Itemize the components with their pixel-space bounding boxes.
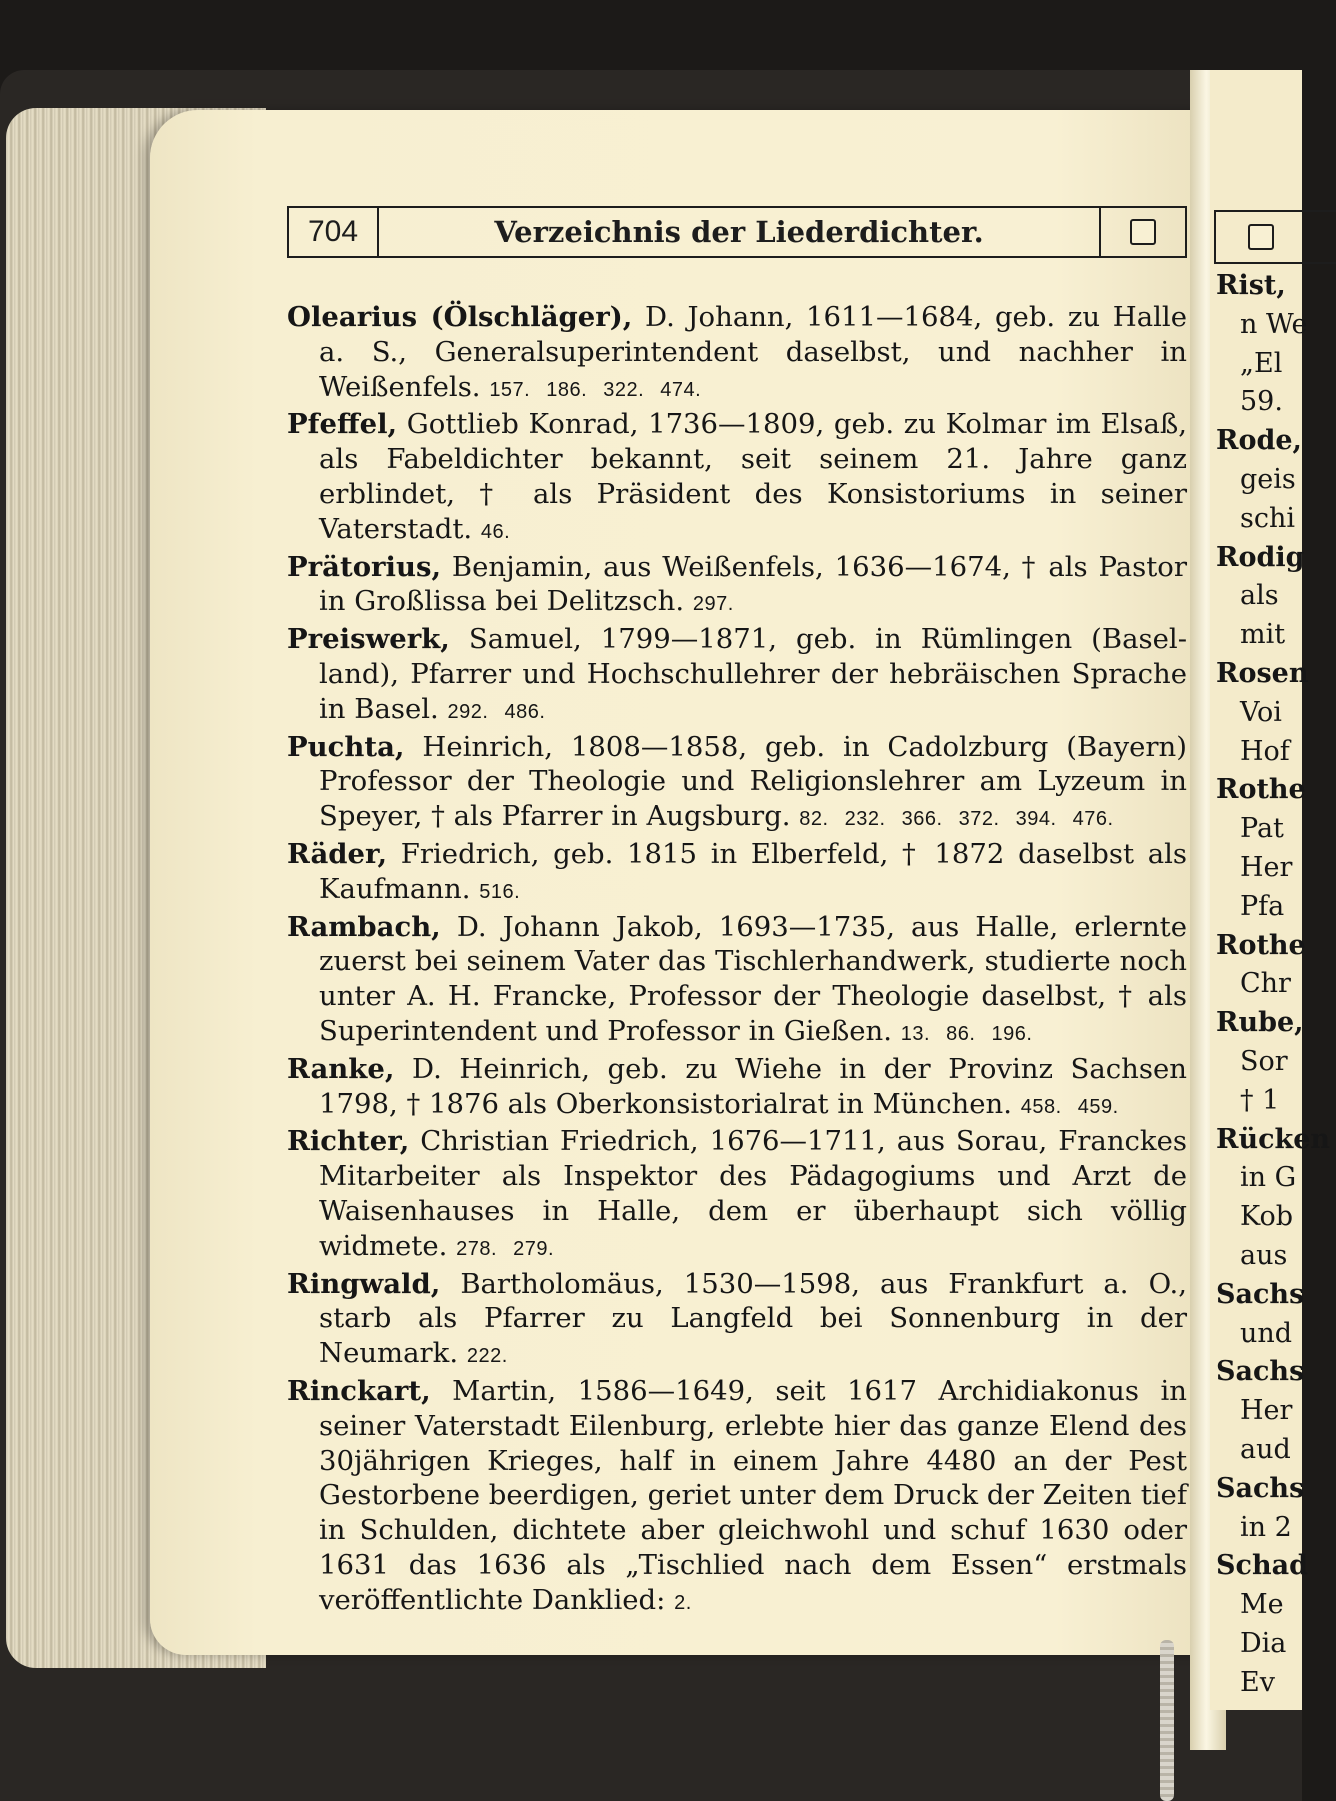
next-page-fragment: Rodig (1216, 541, 1305, 573)
entry-numbers: 13. 86. 196. (900, 1022, 1033, 1045)
next-page-fragment: Sachs (1216, 1472, 1305, 1504)
next-page-fragment: geis (1240, 464, 1296, 495)
entry-numbers: 46. (480, 520, 511, 543)
entry-numbers: 516. (479, 880, 521, 903)
entry-text: Gottlieb Konrad, 1736—1809, geb. zu Kolmar im Elsaß, als Fabeldichter bekannt, seit seinem 21. Jahre ganz erblindet, † als Präsident des Konsistoriums in seiner Vaterstadt. (319, 408, 1187, 545)
next-page-fragment: Hof (1240, 735, 1290, 767)
entry-text: D. Johann Jakob, 1693—1735, aus Halle, erlernte zuerst bei seinem Vater das Tischlerhandwerk, studierte noch unter A. H. Francke, Professor der Theologie daselbst, † als Superintendent und Professor in Gießen. (319, 910, 1187, 1047)
entry (287, 1374, 1187, 1621)
entry-name: Prätorius, (287, 550, 442, 583)
entry-numbers: 157. 186. 322. 474. (489, 378, 702, 401)
next-page-fragment: Rosen (1216, 658, 1309, 689)
entry (287, 837, 1187, 910)
entry (287, 1124, 1187, 1266)
entry-text: Christian Friedrich, 1676—1711, aus Sorau, Franckes Mitarbeiter als Inspektor des Pädagogiums und Arzt de Waisenhauses in Halle, dem er überhaupt sich völlig widmete. (319, 1125, 1187, 1262)
next-page-fragment: † 1 (1240, 1084, 1280, 1116)
entry (287, 730, 1187, 837)
next-page-fragment: n We (1240, 308, 1308, 340)
entry-text: Heinrich, 1808—1858, geb. in Cadolzburg (Bayern) Professor der Theologie und Religionslehrer am Lyzeum in Speyer, † als Pfarrer in Augsburg. (319, 730, 1187, 833)
entry-name: Pfeffel, (287, 408, 398, 441)
entry-numbers: 458. 459. (1020, 1095, 1119, 1118)
entry-text: Friedrich, geb. 1815 in Elberfeld, † 1872 daselbst als Kaufmann. (319, 837, 1187, 905)
next-page-fragment: Her (1240, 1395, 1293, 1427)
header-square-icon (1248, 224, 1274, 250)
next-page-fragment: Pat (1240, 813, 1284, 845)
next-page-fragment: Rücken (1216, 1123, 1331, 1155)
next-page-fragment: Chr (1240, 968, 1291, 1000)
entry (287, 300, 1187, 407)
entry-name: Puchta, (287, 730, 405, 763)
entry (287, 622, 1187, 729)
next-page-fragment: Kob (1240, 1201, 1293, 1233)
next-page (1210, 70, 1331, 1710)
entry-numbers: 292. 486. (447, 700, 546, 723)
next-page-fragment: „El (1240, 347, 1283, 379)
next-page-fragment: Her (1240, 852, 1293, 883)
entry-text: Martin, 1586—1649, seit 1617 Archidiakonus in seiner Vaterstadt Eilenburg, erlebte hier das ganze Elend des 30jährigen Krieges, half in einem Jahre 4480 an der Pest Gestorbene beerdigen, geriet unter dem Druck der Zeiten tief in Schulden, dichtete aber gleichwohl und schuf 1630 oder 1631 das 1636 als „Tischlied nach dem Essen“ erstmals veröffentlichte Danklied: (319, 1374, 1187, 1616)
entry (287, 910, 1187, 1052)
entry-name: Rambach, (287, 910, 441, 943)
header-square-icon (1130, 219, 1156, 245)
page-title: Verzeichnis der Liederdichter. (494, 215, 984, 249)
next-page-fragment: Voi (1240, 696, 1282, 728)
next-page-fragment: aus (1240, 1240, 1288, 1271)
entry-text: Benjamin, aus Weißenfels, 1636—1674, † als Pastor in Großlissa bei Delitzsch. (319, 550, 1187, 618)
next-page-fragment: Me (1240, 1589, 1284, 1621)
page-header (287, 206, 1187, 258)
entry-text: D. Heinrich, geb. zu Wiehe in der Provinz Sachsen 1798, † 1876 als Oberkonsistorialrat in München. (319, 1052, 1187, 1120)
next-page-fragment: Pfa (1240, 890, 1285, 922)
next-page-fragment: Sachs (1216, 1278, 1305, 1310)
next-page-fragment: Sachs (1216, 1356, 1305, 1388)
next-page-fragment: mit (1240, 619, 1286, 651)
entry-text: Bartholomäus, 1530—1598, aus Frankfurt a. O., starb als Pfarrer zu Langfeld bei Sonnenburg in der Neumark. (319, 1267, 1188, 1370)
header-box (1099, 208, 1185, 256)
entry-numbers: 278. 279. (456, 1237, 555, 1260)
entry-numbers: 297. (692, 593, 734, 616)
ribbon-bookmark (1160, 1640, 1174, 1801)
entry-name: Richter, (287, 1125, 410, 1158)
next-page-fragment: in G (1240, 1162, 1297, 1194)
next-page-fragment: Dia (1240, 1628, 1287, 1659)
entry-name: Rinckart, (287, 1374, 431, 1407)
next-page-fragment: Rothe (1216, 929, 1306, 961)
next-page-fragment: Rist, (1216, 270, 1286, 301)
entry-numbers: 222. (466, 1345, 508, 1368)
next-page-fragment: Rothe (1216, 774, 1306, 806)
next-page-fragment: aud (1240, 1434, 1291, 1465)
next-page-fragment: Ev (1240, 1666, 1275, 1698)
entry-text: D. Johann, 1611—1684, geb. zu Halle a. S., Generalsuperintendent daselbst, und nachher in Weißenfels. (319, 301, 1187, 403)
next-page-fragment: und (1240, 1317, 1293, 1349)
next-page-fragment: schi (1240, 502, 1296, 534)
next-page-fragment: Sor (1240, 1046, 1288, 1077)
entry (287, 1052, 1187, 1125)
entry (287, 407, 1187, 549)
next-page-header (1214, 210, 1336, 264)
entry (287, 550, 1187, 623)
page-number: 704 (289, 208, 379, 256)
next-page-fragment: Schad (1216, 1550, 1308, 1582)
entry-name: Ranke, (287, 1052, 395, 1085)
entry-name: Räder, (287, 837, 388, 870)
entry-name: Ringwald, (287, 1267, 441, 1300)
next-page-fragment: 59. (1240, 386, 1283, 418)
entry-list (287, 300, 1187, 1620)
entry-name: Preiswerk, (287, 623, 450, 656)
entry-name: Olearius (Ölschläger), (287, 301, 633, 333)
next-page-fragment: in 2 (1240, 1511, 1292, 1543)
entry-numbers: 2. (674, 1591, 692, 1614)
entry-text: Samuel, 1799—1871, geb. in Rümlingen (Basel-land), Pfarrer und Hochschullehrer der hebräischen Sprache in Basel. (319, 623, 1187, 725)
entry (287, 1267, 1187, 1374)
next-page-fragment: als (1240, 580, 1279, 612)
entry-numbers: 82. 232. 366. 372. 394. 476. (799, 808, 1114, 831)
next-page-fragment: Rube, (1216, 1007, 1304, 1039)
next-page-fragment: Rode, (1216, 425, 1302, 457)
